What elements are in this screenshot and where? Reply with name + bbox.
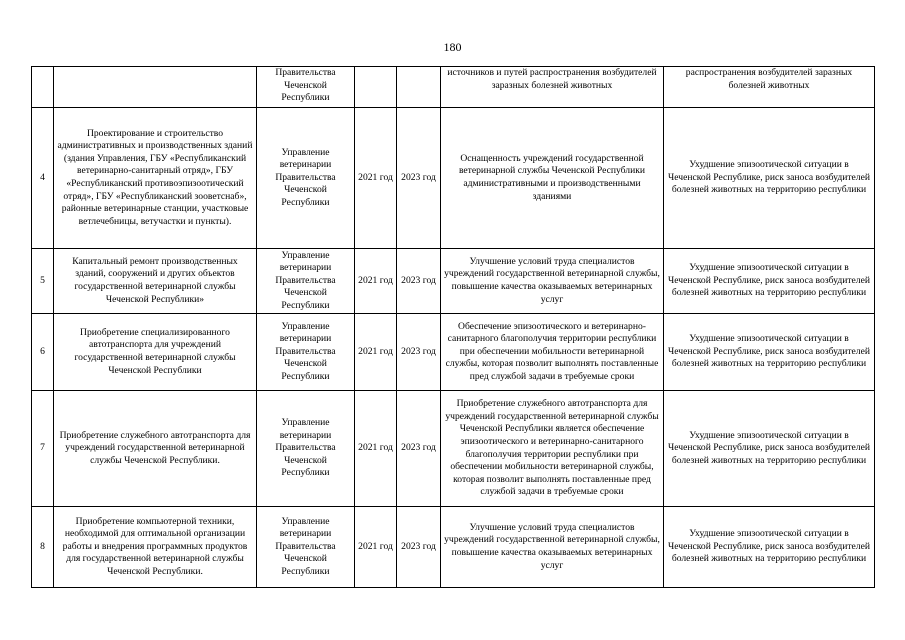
table-row xyxy=(32,507,875,588)
year-end-cell: 2023 год xyxy=(397,507,441,588)
executor-cell: Управление ветеринарии Правительства Чеченской Республики xyxy=(257,391,355,507)
result-cell: Приобретение служебного автотранспорта для учреждений государственной ветеринарной службы Чеченской Республики является обеспечение эпизоотического и ветеринарно-санитарного благополучия территории республики при обеспечении мобильности ветеринарной службы, которая позволит выполнять поставленные пред службой задачи в требуемые сроки xyxy=(441,391,664,507)
year-end-cell: 2023 год xyxy=(397,391,441,507)
year-end-cell: 2023 год xyxy=(397,108,441,249)
row-number: 8 xyxy=(32,507,54,588)
table-row xyxy=(32,108,875,249)
result-cell: Оснащенность учреждений государственной ветеринарной службы Чеченской Республики административными и производственными зданиями xyxy=(441,108,664,249)
executor-cell: Управление ветеринарии Правительства Чеченской Республики xyxy=(257,507,355,588)
executor-cell: Управление ветеринарии Правительства Чеченской Республики xyxy=(257,314,355,391)
consequence-cell: Ухудшение эпизоотической ситуации в Чеченской Республике, риск заноса возбудителей болезней животных на территорию республики xyxy=(664,314,875,391)
year-start-cell: 2021 год xyxy=(355,507,397,588)
consequence-cell: Ухудшение эпизоотической ситуации в Чеченской Республике, риск заноса возбудителей болезней животных на территорию республики xyxy=(664,507,875,588)
measure-cell: Проектирование и строительство административных и производственных зданий (здания Управления, ГБУ «Республиканский ветеринарно-санитарный отряд», ГБУ «Республиканский противоэпизоотический отряд», ГБУ «Республиканский зооветснаб», районные ветеринарные станции, участковые ветлечебницы, ветучастки и пункты). xyxy=(54,108,257,249)
result-cell: Улучшение условий труда специалистов учреждений государственной ветеринарной службы, повышение качества оказываемых ветеринарных услуг xyxy=(441,249,664,314)
row-number: 6 xyxy=(32,314,54,391)
executor-cell: Правительства Чеченской Республики xyxy=(257,67,355,108)
executor-cell: Управление ветеринарии Правительства Чеченской Республики xyxy=(257,249,355,314)
year-end-cell: 2023 год xyxy=(397,314,441,391)
consequence-cell: распространения возбудителей заразных болезней животных xyxy=(664,67,875,108)
year-end-cell xyxy=(397,67,441,108)
year-start-cell: 2021 год xyxy=(355,391,397,507)
row-number: 7 xyxy=(32,391,54,507)
measure-cell: Приобретение служебного автотранспорта для учреждений государственной ветеринарной службы Чеченской Республики. xyxy=(54,391,257,507)
row-number xyxy=(32,67,54,108)
result-cell: Улучшение условий труда специалистов учреждений государственной ветеринарной службы, повышение качества оказываемых ветеринарных услуг xyxy=(441,507,664,588)
measure-cell: Капитальный ремонт производственных зданий, сооружений и других объектов государственной ветеринарной службы Чеченской Республики» xyxy=(54,249,257,314)
result-cell: Обеспечение эпизоотического и ветеринарно-санитарного благополучия территории республики при обеспечении мобильности ветеринарной службы, которая позволит выполнять поставленные пред службой задачи в требуемые сроки xyxy=(441,314,664,391)
year-start-cell: 2021 год xyxy=(355,108,397,249)
year-start-cell: 2021 год xyxy=(355,314,397,391)
table-row xyxy=(32,391,875,507)
consequence-cell: Ухудшение эпизоотической ситуации в Чеченской Республике, риск заноса возбудителей болезней животных на территорию республики xyxy=(664,108,875,249)
table-row xyxy=(32,249,875,314)
measure-cell: Приобретение специализированного автотранспорта для учреждений государственной ветеринарной службы Чеченской Республики xyxy=(54,314,257,391)
row-number: 5 xyxy=(32,249,54,314)
executor-cell: Управление ветеринарии Правительства Чеченской Республики xyxy=(257,108,355,249)
measure-cell xyxy=(54,67,257,108)
row-number: 4 xyxy=(32,108,54,249)
table-row-continuation xyxy=(32,67,875,108)
measure-cell: Приобретение компьютерной техники, необходимой для оптимальной организации работы и внедрения программных продуктов для государственной ветеринарной службы Чеченской Республики. xyxy=(54,507,257,588)
measures-table xyxy=(31,66,875,588)
consequence-cell: Ухудшение эпизоотической ситуации в Чеченской Республике, риск заноса возбудителей болезней животных на территорию республики xyxy=(664,249,875,314)
consequence-cell: Ухудшение эпизоотической ситуации в Чеченской Республике, риск заноса возбудителей болезней животных на территорию республики xyxy=(664,391,875,507)
year-start-cell xyxy=(355,67,397,108)
page-number: 180 xyxy=(443,40,462,54)
year-start-cell: 2021 год xyxy=(355,249,397,314)
year-end-cell: 2023 год xyxy=(397,249,441,314)
result-cell: источников и путей распространения возбудителей заразных болезней животных xyxy=(441,67,664,108)
table-row xyxy=(32,314,875,391)
